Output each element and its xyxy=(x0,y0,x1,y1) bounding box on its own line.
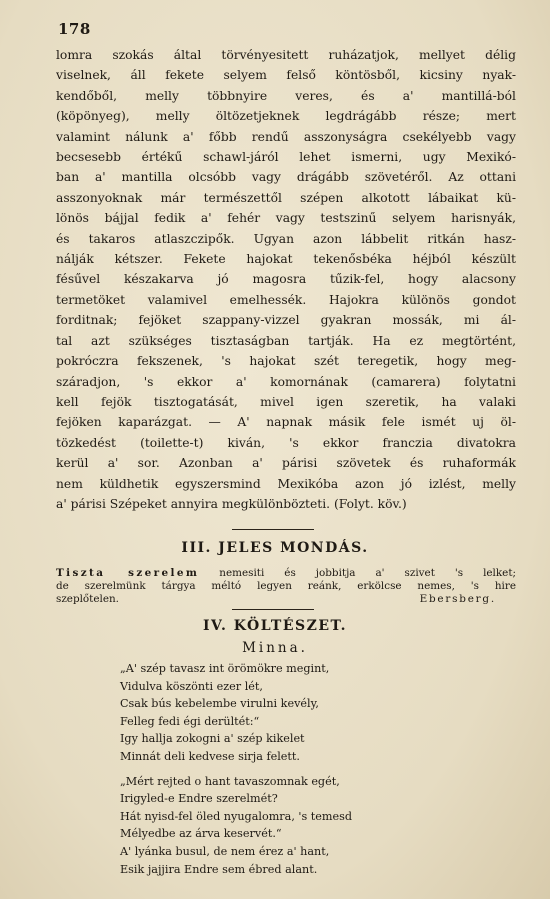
body-line: ban a' mantilla olcsóbb vagy drágább szövetéről. Az ottani xyxy=(56,170,516,185)
poem-line: Esik jajjira Endre sem ébred alant. xyxy=(120,862,318,876)
section-heading-jeles-mondas: III. JELES MONDÁS. xyxy=(181,540,369,556)
body-line: asszonyoknak már természettől szépen alkotott lábaikat kü- xyxy=(56,190,516,205)
body-line: fésűvel készakarva jó magosra tűzik-fel, hogy alacsony xyxy=(56,272,516,287)
section-divider xyxy=(232,529,314,530)
body-line: kell fejök tisztogatását, mivel igen szeretik, ha valaki xyxy=(56,394,516,409)
body-line: kerül a' sor. Azonban a' párisi szövetek és ruhaformák xyxy=(56,456,516,471)
body-line: és takaros atlaszczipők. Ugyan azon lábbelit ritkán hasz- xyxy=(56,231,516,246)
section-heading-kolteszet: IV. KÖLTÉSZET. xyxy=(203,618,347,634)
body-line: forditnak; fejöket szappany-vizzel gyakran mossák, mi ál- xyxy=(56,313,516,328)
poem-line: „A' szép tavasz int örömökre megint, xyxy=(120,662,330,675)
quote-line xyxy=(56,567,516,580)
body-line: tal azt szükséges tisztaságban tartják. Ha ez megtörtént, xyxy=(56,333,516,348)
poem-line: „Mért rejted o hant tavaszomnak egét, xyxy=(120,774,340,788)
body-line: a' párisi Szépeket annyira megkülönbözteti. (Folyt. köv.) xyxy=(56,496,407,511)
quote-line: de szerelmünk tárgya méltó legyen reánk, erkölcse nemes, 's hire xyxy=(56,580,516,592)
poem-line: Mélyedbe az árva keservét.“ xyxy=(120,827,282,841)
body-line: becsesebb értékű schawl-járól lehet ismerni, ugy Mexikó- xyxy=(56,150,516,165)
section-divider xyxy=(232,609,314,610)
poem-line: Igy hallja zokogni a' szép kikelet xyxy=(120,732,305,746)
body-line: valamint nálunk a' főbb rendű asszonyságra csekélyebb vagy xyxy=(56,129,516,144)
body-line: viselnek, áll fekete selyem felső köntösből, kicsiny nyak- xyxy=(56,68,516,83)
poem-line: Minnát deli kedvese sirja felett. xyxy=(120,749,300,763)
body-line: lönös bájjal fedik a' fehér vagy testszinű selyem harisnyák, xyxy=(56,211,516,226)
quote-author: Ebersberg. xyxy=(419,593,496,605)
body-line: lomra szokás által törvényesitett ruházatjok, mellyet délig xyxy=(56,48,516,62)
poem-line: Hát nyisd-fel öled nyugalomra, 's temesd xyxy=(120,809,353,823)
poem-line: Vidulva köszönti ezer lét, xyxy=(120,679,263,693)
body-line: (köpönyeg), melly öltözetjeknek legdrágább része; mert xyxy=(56,109,516,124)
body-line: pokróczra fekszenek, 's hajokat szét teregetik, hogy meg- xyxy=(56,354,516,369)
poem-title: Minna. xyxy=(242,640,308,656)
quote-block xyxy=(56,567,516,606)
page-number: 178 xyxy=(58,20,91,38)
quote-line-rest: nemesiti és jobbitja a' szivet 's lelket; xyxy=(219,567,516,579)
poem-body xyxy=(120,660,450,878)
body-line: nem küldhetik egyszersmind Mexikóba azon jó izlést, melly xyxy=(56,476,516,491)
poem-line: Csak bús kebelembe virulni kevély, xyxy=(120,697,319,711)
quote-emphasis: Tiszta szerelem xyxy=(56,567,200,579)
body-line: száradjon, 's ekkor a' komornának (camarera) folytatni xyxy=(56,374,516,389)
poem-line: Felleg fedi égi derültét:“ xyxy=(120,714,260,728)
article-body xyxy=(56,45,516,514)
stanza-gap xyxy=(120,766,450,773)
body-line: fejöken kaparázgat. — A' napnak másik fele ismét uj öl- xyxy=(56,415,516,430)
poem-line: Irigyled-e Endre szerelmét? xyxy=(120,792,278,806)
body-line: tözkedést (toilette-t) kiván, 's ekkor franczia divatokra xyxy=(56,435,516,450)
body-line: termetöket valamivel emelhessék. Hajokra különös gondot xyxy=(56,292,516,307)
body-line: kendőből, melly többnyire veres, és a' mantillá-ból xyxy=(56,88,516,103)
poem-line: A' lyánka busul, de nem érez a' hant, xyxy=(120,844,330,858)
quote-line: szeplőtelen. xyxy=(56,593,119,605)
body-line: nálják kétszer. Fekete hajokat tekenősbéka héjból készült xyxy=(56,252,516,267)
